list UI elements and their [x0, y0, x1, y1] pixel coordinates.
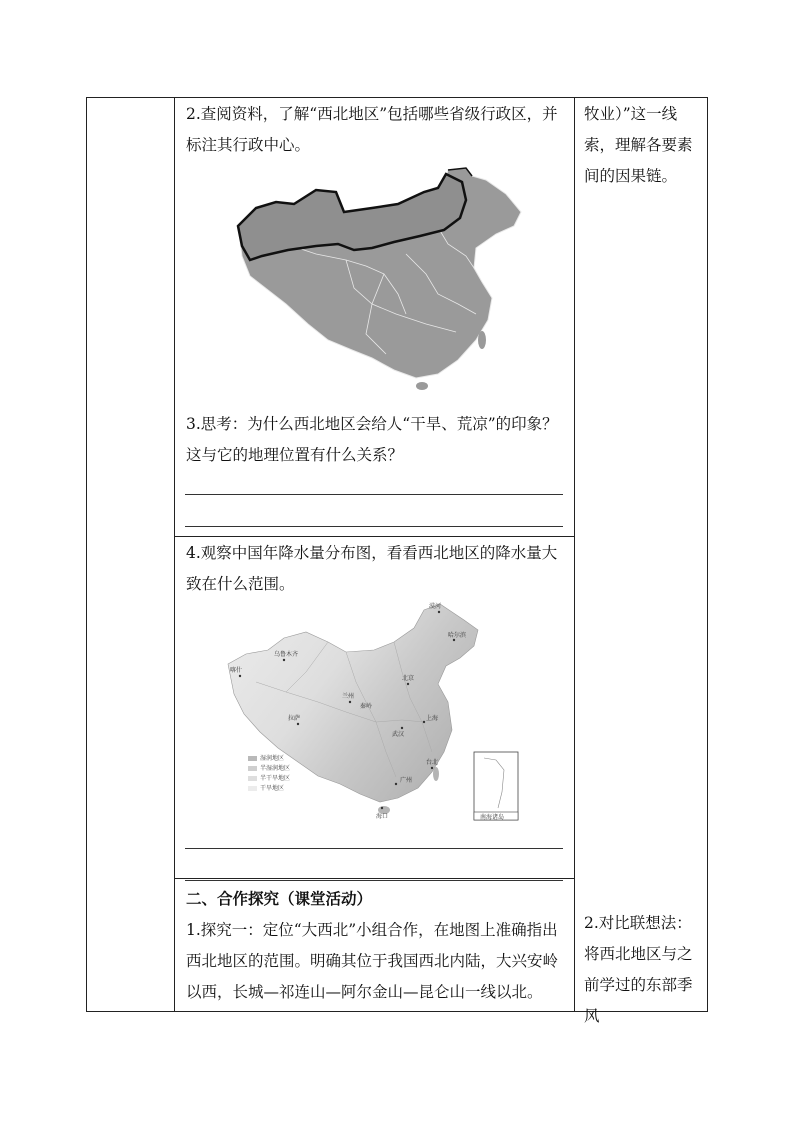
row-divider	[175, 878, 574, 879]
question-2: 2.查阅资料，了解“西北地区”包括哪些省级行政区，并标注其行政中心。	[186, 105, 558, 154]
question-4-block	[176, 538, 574, 821]
city-label-kashgar: 喀什	[230, 667, 243, 674]
precipitation-map	[226, 602, 556, 827]
legend-semi-arid: 半干旱地区	[248, 773, 290, 782]
legend-semi-humid: 半湿润地区	[248, 763, 290, 772]
explore-1: 1.探究一：定位“大西北”小组合作，在地图上准确指出西北地区的范围。明确其位于我国西北内陆，大兴安岭以西，长城—祁连山—阿尔金山—昆仑山一线以北。	[186, 921, 559, 1001]
city-label-mohe: 漠河	[429, 603, 442, 610]
legend-arid: 干旱地区	[248, 783, 284, 792]
city-label-beijing: 北京	[402, 675, 415, 682]
section-2-heading: 二、合作探究（课堂活动）	[186, 890, 373, 908]
column-divider-right	[574, 98, 575, 1011]
right-note-2-block	[576, 908, 707, 1032]
city-label-taipei: 台北	[426, 759, 439, 766]
lesson-table	[86, 97, 708, 1025]
column-divider-left	[174, 98, 175, 1011]
city-label-urumqi: 乌鲁木齐	[274, 651, 299, 658]
city-label-haikou: 海口	[376, 813, 389, 820]
hainan-shape	[416, 382, 428, 390]
south-sea-inset	[474, 752, 518, 820]
answer-line-1	[185, 494, 563, 495]
question-3: 3.思考：为什么西北地区会给人“干旱、荒凉”的印象？这与它的地理位置有什么关系？	[186, 415, 558, 464]
right-note-1-block	[576, 99, 707, 192]
right-note-1: 牧业）”这一线索，理解各要素间的因果链。	[584, 105, 693, 185]
city-label-shanghai: 上海	[426, 715, 439, 722]
middle-column	[176, 98, 574, 464]
answer-line-4	[185, 880, 563, 881]
taiwan-shape	[478, 331, 486, 349]
precipitation-map-graphic	[226, 602, 556, 827]
answer-line-2	[185, 526, 563, 527]
china-shape	[238, 168, 521, 378]
legend-humid: 湿润地区	[248, 753, 284, 762]
inset-label: 南海诸岛	[480, 814, 505, 821]
answer-line-3	[185, 848, 563, 849]
right-note-2: 2.对比联想法：将西北地区与之前学过的东部季风	[584, 914, 693, 1025]
city-label-wuhan: 武汉	[392, 731, 405, 738]
map-label-qinling: 秦岭	[360, 703, 373, 710]
city-label-guangzhou: 广州	[400, 777, 413, 784]
city-label-lanzhou: 兰州	[342, 693, 355, 700]
city-label-lhasa: 拉萨	[288, 715, 301, 722]
row-divider-q4	[175, 536, 574, 537]
northwest-region-map	[176, 164, 574, 394]
city-label-harbin: 哈尔滨	[448, 632, 467, 639]
section-2-block	[176, 884, 574, 1008]
question-4: 4.观察中国年降水量分布图，看看西北地区的降水量大致在什么范围。	[186, 544, 558, 593]
